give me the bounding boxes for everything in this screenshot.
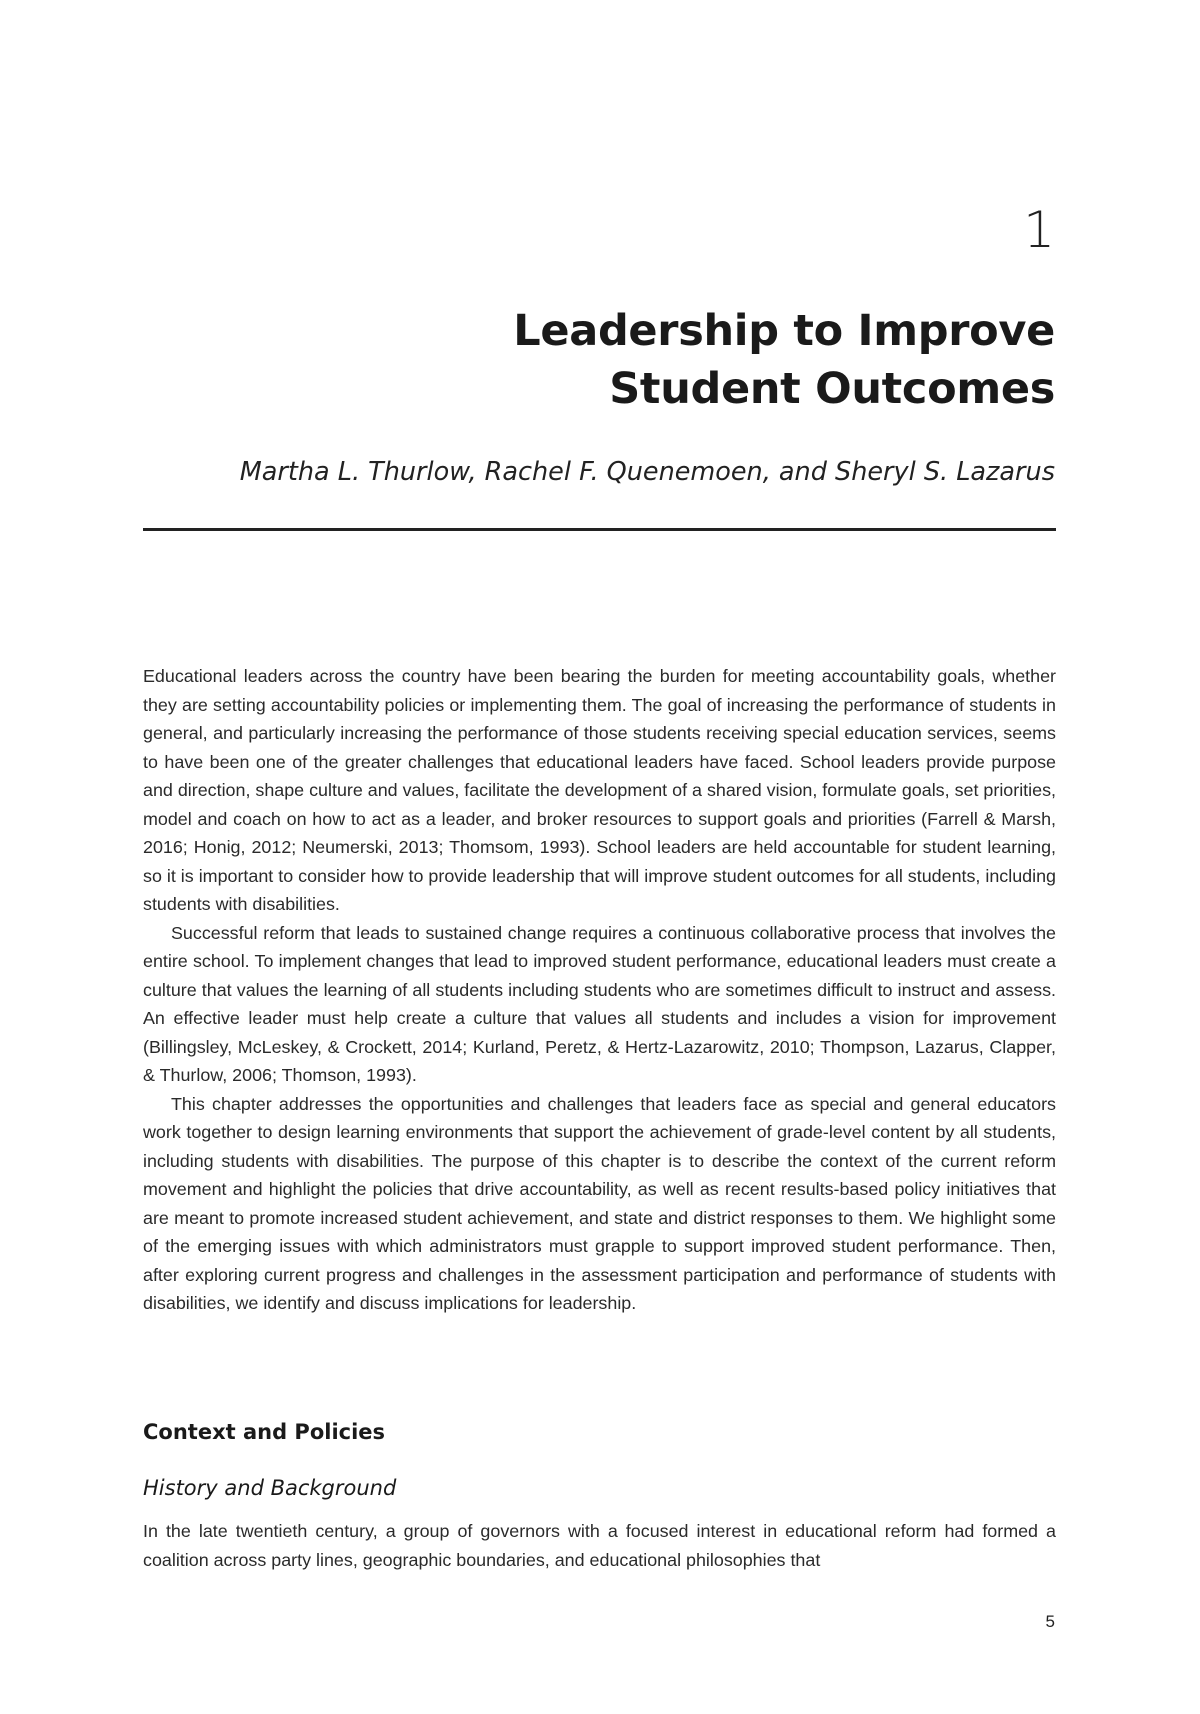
title-divider [143, 528, 1056, 531]
chapter-number: 1 [1023, 201, 1055, 259]
intro-body [143, 662, 1056, 1318]
section-body [143, 1517, 1056, 1574]
page-number: 5 [1045, 1612, 1055, 1631]
chapter-title [355, 302, 1055, 418]
chapter-authors: Martha L. Thurlow, Rachel F. Quenemoen, and Sheryl S. Lazarus [239, 457, 1055, 487]
chapter-title-line-2: Student Outcomes [609, 364, 1055, 414]
paragraph-2: Successful reform that leads to sustained change requires a continuous collaborative process that involves the entire school. To implement changes that lead to improved student performance, educational leaders must create a culture that values the learning of all students including students who are sometimes difficult to instruct and assess. An effective leader must help create a culture that values all students and includes a vision for improvement (Billingsley, McLeskey, & Crockett, 2014; Kurland, Peretz, & Hertz-Lazarowitz, 2010; Thompson, Lazarus, Clapper, & Thurlow, 2006; Thomson, 1993). [143, 922, 1056, 1085]
chapter-title-line-1: Leadership to Improve [513, 306, 1055, 356]
subsection-heading: History and Background [143, 1476, 397, 1500]
section-paragraph-1: In the late twentieth century, a group of governors with a focused interest in educational reform had formed a coalition across party lines, geographic boundaries, and educational philosophies that [143, 1521, 1056, 1570]
paragraph-1: Educational leaders across the country have been bearing the burden for meeting accountability goals, whether they are setting accountability policies or implementing them. The goal of increasing the performance of students in general, and particularly increasing the performance of those students receiving special education services, seems to have been one of the greater challenges that educational leaders have faced. School leaders provide purpose and direction, shape culture and values, facilitate the development of a shared vision, formulate goals, set priorities, model and coach on how to act as a leader, and broker resources to support goals and priorities (Farrell & Marsh, 2016; Honig, 2012; Neumerski, 2013; Thomsom, 1993). School leaders are held accountable for student learning, so it is important to consider how to provide leadership that will improve student outcomes for all students, including students with disabilities. [143, 666, 1056, 914]
section-heading: Context and Policies [143, 1420, 386, 1444]
paragraph-3: This chapter addresses the opportunities and challenges that leaders face as special and general educators work together to design learning environments that support the achievement of grade-level content by all students, including students with disabilities. The purpose of this chapter is to describe the context of the current reform movement and highlight the policies that drive accountability, as well as recent results-based policy initiatives that are meant to promote increased student achievement, and state and district responses to them. We highlight some of the emerging issues with which administrators must grapple to support improved student performance. Then, after exploring current progress and challenges in the assessment participation and performance of students with disabilities, we identify and discuss implications for leadership. [143, 1093, 1056, 1313]
